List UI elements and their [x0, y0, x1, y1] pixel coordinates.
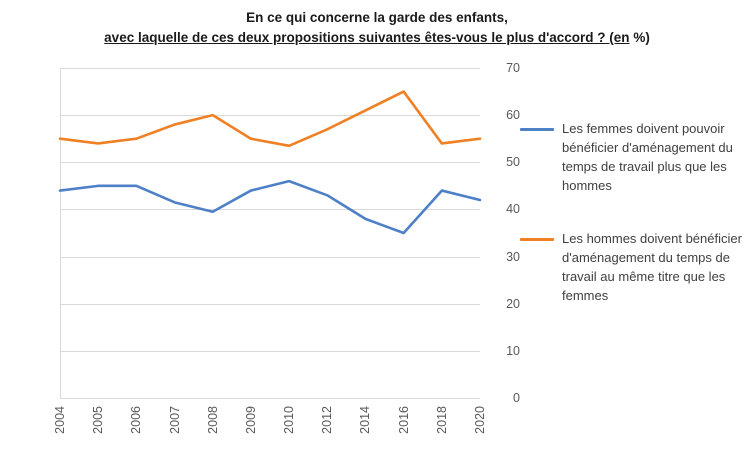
x-tick-label: 2010	[282, 406, 297, 434]
page-title	[0, 8, 754, 47]
legend-label-hommes: Les hommes doivent bénéficier d'aménagement du temps de travail au même titre que les femmes	[562, 230, 742, 303]
y-tick-label: 20	[506, 296, 520, 311]
x-tick-label: 2016	[396, 406, 411, 434]
x-tick-label: 2012	[320, 406, 335, 434]
chart-title-line-2-underlined: avec laquelle de ces deux propositions suivantes êtes-vous le plus d'accord ? (en	[104, 29, 630, 45]
gridline	[60, 398, 480, 399]
series-layer	[60, 68, 480, 398]
y-tick-label: 40	[506, 202, 520, 217]
chart-title-line-2	[0, 28, 754, 48]
legend	[520, 120, 754, 340]
y-tick-label: 60	[506, 108, 520, 123]
x-axis-ticks	[53, 406, 487, 460]
x-tick-label: 2020	[473, 406, 487, 434]
plot-wrapper	[0, 60, 520, 460]
y-tick-label: 30	[506, 249, 520, 264]
legend-item-hommes	[520, 230, 754, 306]
x-tick-label: 2008	[205, 406, 220, 434]
legend-item-femmes	[520, 120, 754, 196]
y-tick-label: 0	[513, 391, 520, 405]
x-tick-label: 2014	[358, 406, 373, 434]
chart-title-line-2-tail: %)	[629, 29, 650, 45]
x-tick-label: 2009	[243, 406, 258, 434]
series-line-0	[60, 181, 480, 233]
x-tick-label: 2006	[129, 406, 144, 434]
x-tick-label: 2004	[53, 406, 67, 434]
series-line-1	[60, 92, 480, 146]
legend-swatch-femmes	[520, 128, 554, 131]
plot-area	[60, 68, 480, 398]
legend-swatch-hommes	[520, 238, 554, 241]
y-tick-label: 50	[506, 155, 520, 170]
x-tick-label: 2007	[167, 406, 182, 434]
y-tick-label: 10	[506, 343, 520, 358]
legend-label-femmes: Les femmes doivent pouvoir bénéficier d'aménagement du temps de travail plus que les hommes	[562, 121, 733, 193]
y-tick-label: 70	[506, 61, 520, 75]
x-tick-label: 2005	[91, 406, 106, 434]
x-tick-label: 2018	[434, 406, 449, 434]
chart-title-line-1: En ce qui concerne la garde des enfants,	[246, 10, 508, 25]
